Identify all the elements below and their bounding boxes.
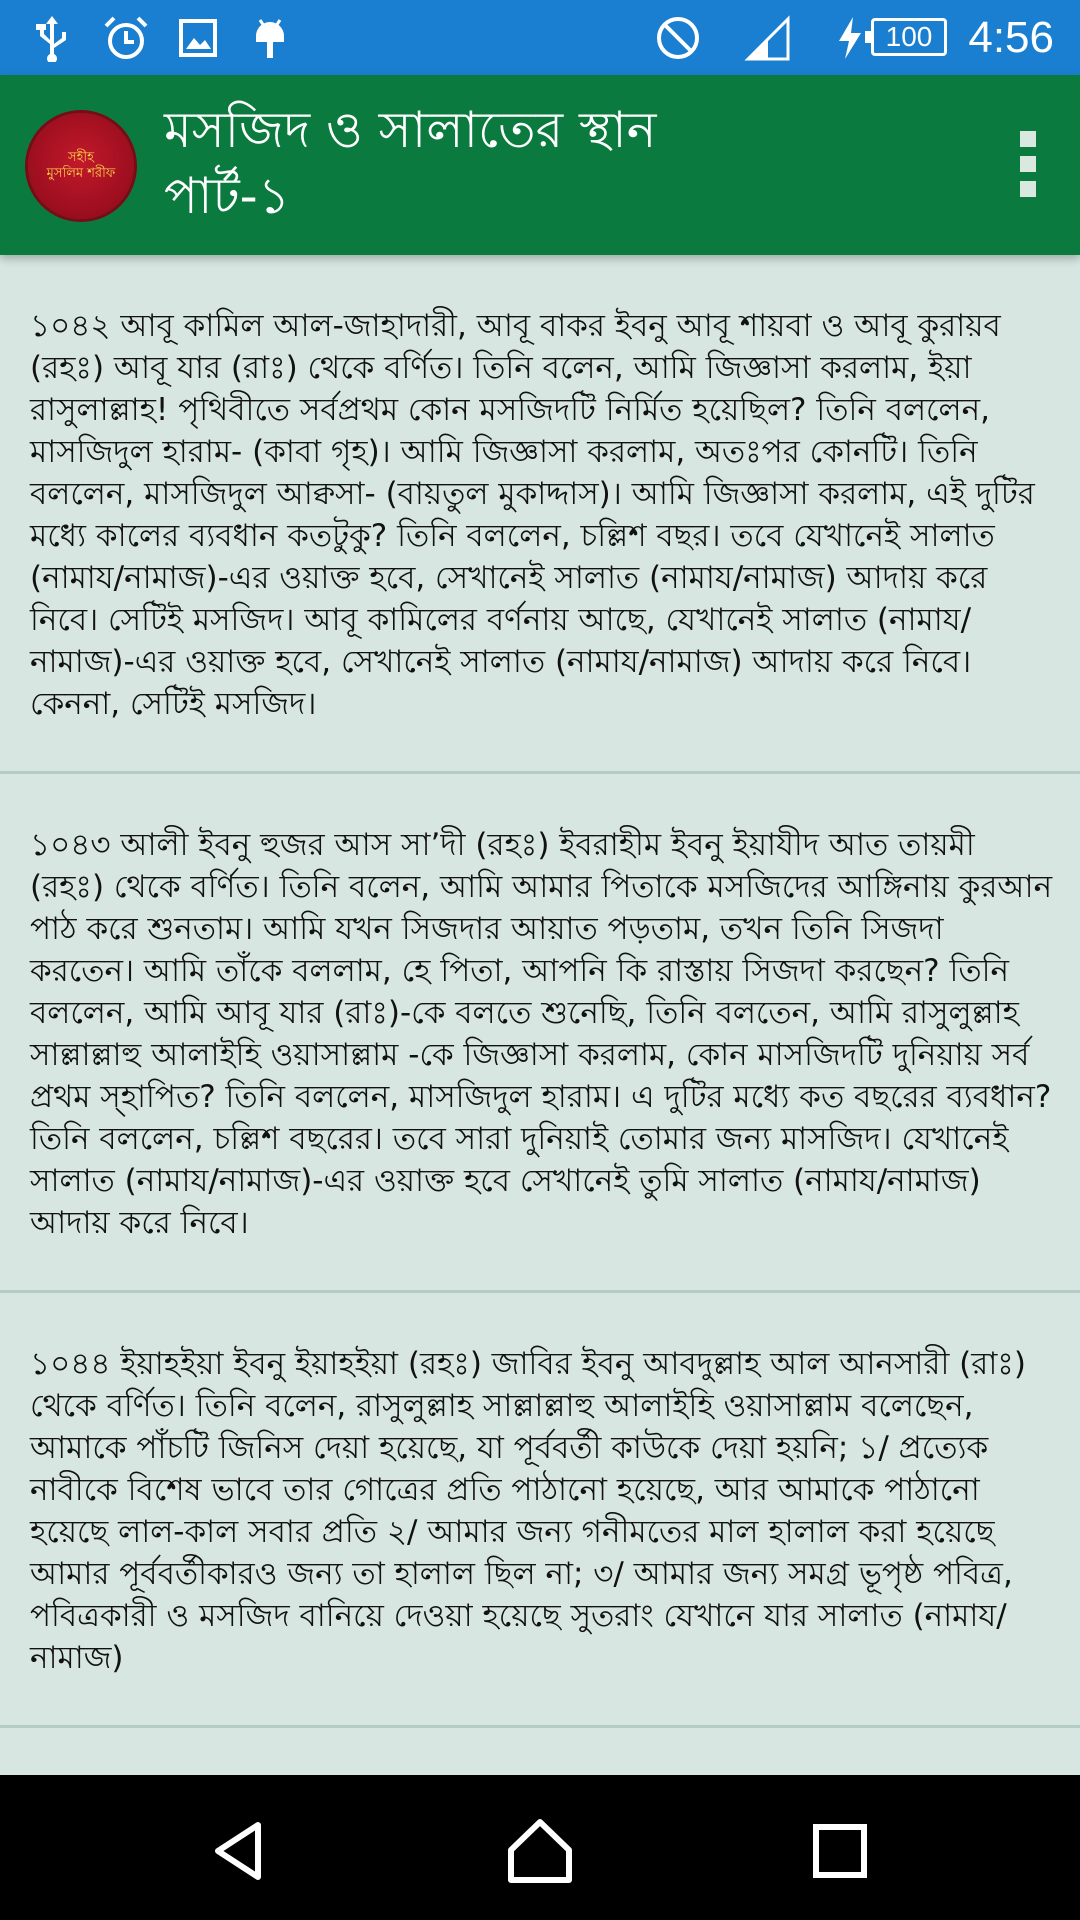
list-item[interactable]: ১০৪৩ আলী ইবনু হুজর আস সা’দী (রহঃ) ইবরাহীম ইবনু ইয়াযীদ আত তায়মী (রহঃ) থেকে বর্ণিত। তিনি বলেন, আমি আমার পিতাকে মসজিদের আঙ্গিনায় কুরআন পাঠ করে শুনতাম। আমি যখন সিজদার আয়াত পড়তাম, তখন তিনি সিজদা করতেন। আমি তাঁকে বললাম, হে পিতা, আপনি কি রাস্তায় সিজদা করছেন? তিনি বললেন, আমি আবূ যার (রাঃ)-কে বলতে শুনেছি, তিনি বলতেন, আমি রাসুলুল্লাহ সাল্লাল্লাহু আলাইহি ওয়াসাল্লাম -কে জিজ্ঞাসা করলাম, কোন মাসজিদটি দুনিয়ায় সর্ব প্রথম স্হাপিত? তিনি বললেন, মাসজিদুল হারাম। এ দুটির মধ্যে কত বছরের ব্যবধান? তিনি বললেন, চল্লিশ বছরের। তবে সারা দুনিয়াই তোমার জন্য মাসজিদ। যেখানেই সালাত (নামায/নামাজ)-এর ওয়াক্ত হবে সেখানেই তুমি সালাত (নামায/নামাজ) আদায় করে নিবে।	[0, 774, 1080, 1293]
signal-icon	[744, 12, 792, 64]
logo-line-1: সহীহ	[68, 150, 94, 165]
clock: 4:56	[968, 13, 1054, 62]
navigation-bar	[0, 1775, 1080, 1920]
android-icon	[246, 12, 294, 64]
battery-indicator: 100	[871, 18, 947, 56]
hadith-list[interactable]	[0, 255, 1080, 1775]
title-line-2: পার্ট-১	[164, 167, 291, 225]
list-item[interactable]: ১০৪২ আবূ কামিল আল-জাহাদারী, আবূ বাকর ইবনু আবূ শায়বা ও আবূ কুরায়ব (রহঃ) আবূ যার (রাঃ) থেকে বর্ণিত। তিনি বলেন, আমি জিজ্ঞাসা করলাম, ইয়া রাসুলাল্লাহ! পৃথিবীতে সর্বপ্রথম কোন মসজিদটি নির্মিত হয়েছিল? তিনি বললেন, মাসজিদুল হারাম- (কাবা গৃহ)। আমি জিজ্ঞাসা করলাম, অতঃপর কোনটি। তিনি বললেন, মাসজিদুল আক্বসা- (বায়তুল মুকাদ্দাস)। আমি জিজ্ঞাসা করলাম, এই দুটির মধ্যে কালের ব্যবধান কতটুকু? তিনি বললেন, চল্লিশ বছর। তবে যেখানেই সালাত (নামায/নামাজ)-এর ওয়াক্ত হবে, সেখানেই সালাত (নামায/নামাজ) আদায় করে নিবে। সেটিই মসজিদ। আবূ কামিলের বর্ণনায় আছে, যেখানেই সালাত (নামায/নামাজ)-এর ওয়াক্ত হবে, সেখানেই সালাত (নামায/নামাজ) আদায় করে নিবে। কেননা, সেটিই মসজিদ।	[0, 255, 1080, 774]
list-item[interactable]: ১০৪৪ ইয়াহইয়া ইবনু ইয়াহইয়া (রহঃ) জাবির ইবনু আবদুল্লাহ আল আনসারী (রাঃ) থেকে বর্ণিত। তিনি বলেন, রাসুলুল্লাহ সাল্লাল্লাহু আলাইহি ওয়াসাল্লাম বলেছেন, আমাকে পাঁচটি জিনিস দেয়া হয়েছে, যা পূর্ববর্তী কাউকে দেয়া হয়নি; ১/ প্রত্যেক নাবীকে বিশেষ ভাবে তার গোত্রের প্রতি পাঠানো হয়েছে, আর আমাকে পাঠানো হয়েছে লাল-কাল সবার প্রতি ২/ আমার জন্য গনীমতের মাল হালাল করা হয়েছে আমার পূর্ববর্তীকারও জন্য তা হালাল ছিল না; ৩/ আমার জন্য সমগ্র ভূপৃষ্ঠ পবিত্র, পবিত্রকারী ও মসজিদ বানিয়ে দেওয়া হয়েছে সুতরাং যেখানে যার সালাত (নামায/নামাজ)	[0, 1293, 1080, 1728]
page-title	[164, 97, 924, 229]
app-bar	[0, 75, 1080, 255]
usb-icon	[28, 12, 76, 64]
alarm-icon	[102, 12, 150, 64]
back-icon[interactable]	[200, 1811, 280, 1891]
overflow-menu-icon[interactable]	[1018, 131, 1038, 197]
app-logo[interactable]	[28, 113, 134, 219]
status-bar	[0, 0, 1080, 75]
recents-icon[interactable]	[800, 1811, 880, 1891]
home-icon[interactable]	[500, 1811, 580, 1891]
do-not-disturb-icon	[654, 12, 702, 64]
logo-line-2: মুসলিম শরীফ	[46, 166, 116, 181]
image-icon	[174, 12, 222, 64]
title-line-1: মসজিদ ও সালাতের স্থান	[164, 101, 657, 159]
